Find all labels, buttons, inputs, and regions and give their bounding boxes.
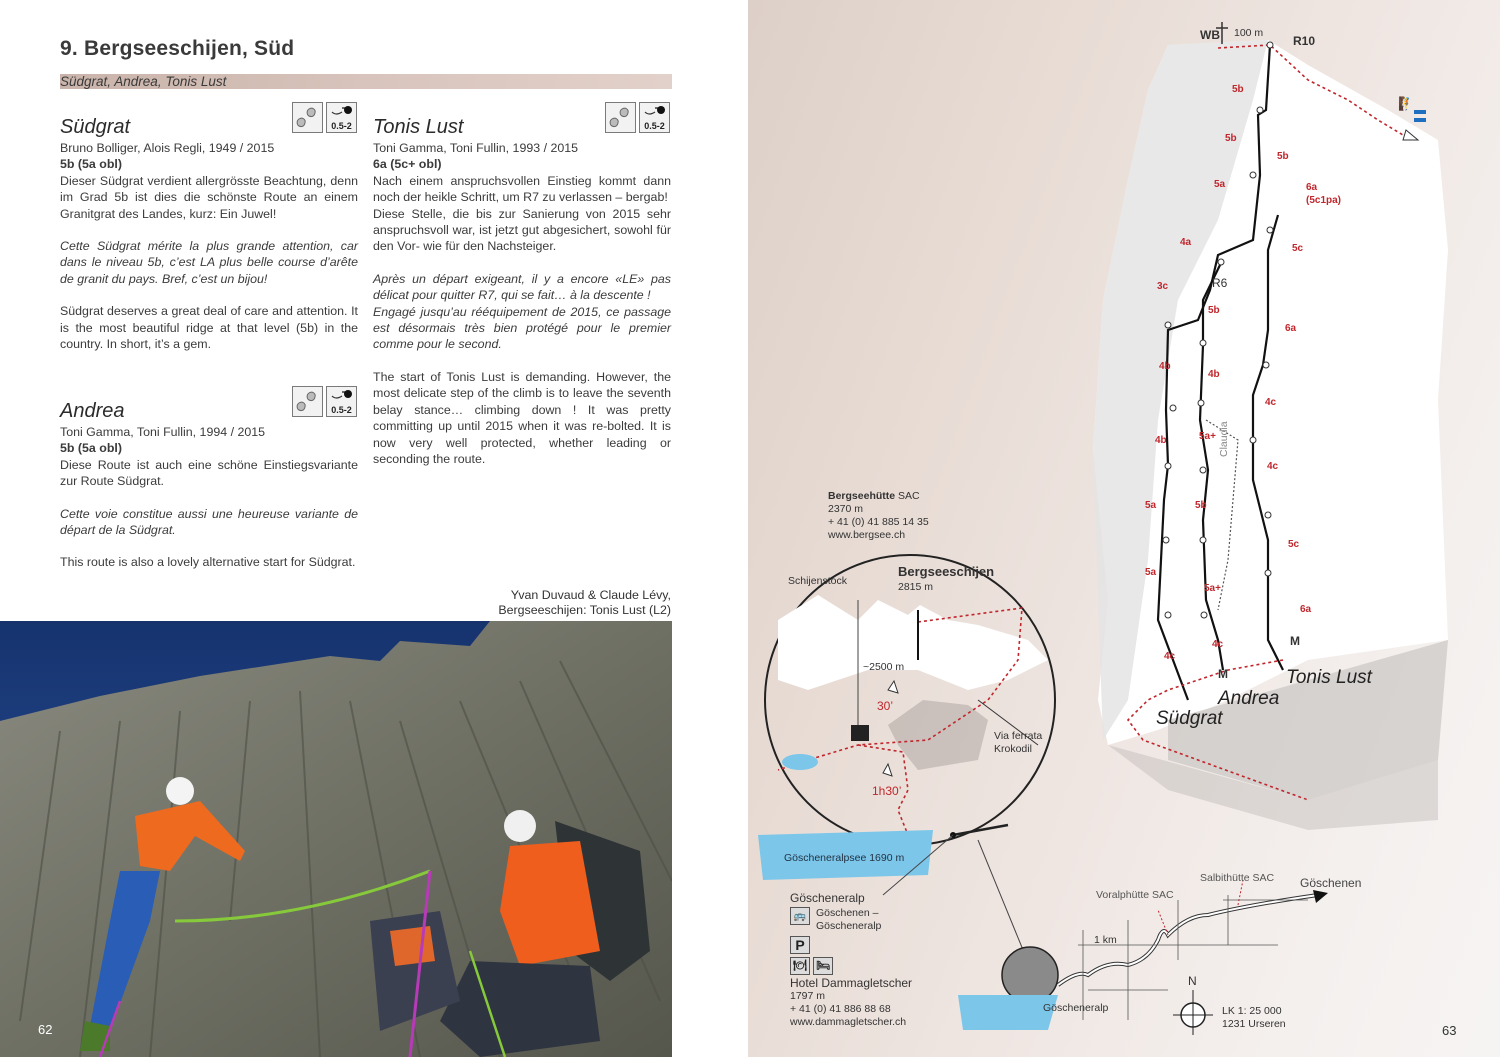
route-label-tonis-lust: Tonis Lust	[1286, 667, 1372, 688]
chapter-title: 9. Bergseeschijen, Süd	[60, 37, 295, 60]
tonis-lust-section	[373, 115, 671, 467]
salbit-label: Salbithütte SAC	[1200, 872, 1275, 884]
gear-rack-icon: 0.5-2	[326, 386, 357, 417]
page-number-right: 63	[1442, 1023, 1457, 1038]
route-label-andrea: Andrea	[1218, 688, 1280, 709]
climber-icon: 🧗	[1398, 96, 1415, 111]
via-ferrata-label: Via ferrata Krokodil	[994, 730, 1043, 755]
hut-info: Bergseehütte SAC 2370 m + 41 (0) 41 885 14 35 www.bergsee.ch	[828, 490, 929, 541]
page-number-left: 62	[38, 1022, 53, 1037]
peak-altitude: 2815 m	[898, 581, 934, 593]
text-de: Diese Route ist auch eine schöne Einstiegsvariante zur Route Südgrat.	[60, 457, 358, 489]
time-upper: 30’	[877, 699, 894, 713]
gear-rack-icon: 0.5-2	[639, 102, 670, 133]
summit-label: WB	[1200, 28, 1220, 42]
voralp-label: Voralphütte SAC	[1096, 889, 1174, 901]
start-marker-tonis: M	[1290, 634, 1300, 648]
lake-label: Göscheneralpsee 1690 m	[784, 852, 905, 864]
peak-left-label: Schijenstock	[788, 575, 847, 587]
route-authors: Bruno Bolliger, Alois Regli, 1949 / 2015	[60, 141, 275, 155]
height-label: 100 m	[1234, 27, 1264, 39]
route-name: Südgrat	[60, 116, 131, 138]
hut-icon	[851, 725, 869, 741]
route-name: Andrea	[60, 400, 125, 422]
goschenen-label: Göschenen	[1300, 876, 1362, 890]
map-sheet: LK 1: 25 000 1231 Urseren	[1222, 1005, 1286, 1030]
text-fr-1: Après un départ exigeant, il y a encore «LE» pas délicat pour quitter R7, qui se fait… à la descente !	[373, 271, 671, 303]
route-grade: 6a (5c+ obl)	[373, 157, 442, 172]
rappel-symbol-icon	[1414, 110, 1426, 114]
peak-name: Bergseeschijen	[898, 564, 995, 579]
text-en: Südgrat deserves a great deal of care and attention. It is the most beautiful ridge at that level (5b) in the country. In short, it’s a gem.	[60, 304, 358, 352]
route-authors: Toni Gamma, Toni Fullin, 1994 / 2015	[60, 425, 266, 439]
rock-face-illustration	[0, 621, 672, 1057]
belay-r6: R6	[1212, 276, 1228, 290]
north-label: N	[1188, 974, 1197, 988]
text-de-2: Diese Stelle, die bis zur Sanierung von 2015 sehr anspruchsvoll war, ist jetzt gut abgesichert, sowohl für den Vor- wie für den Nachsteiger.	[373, 206, 671, 254]
page-gutter	[672, 0, 748, 1057]
text-en: The start of Tonis Lust is demanding. However, the most delicate step of the climb is to leave the seventh belay stance… climbing down ! It was pretty committing up until 2015 when it was re-bolted. It is now very well protected, whether leading or seconding the route.	[373, 369, 671, 466]
andrea-section	[60, 399, 358, 571]
subtitle-band	[60, 74, 672, 89]
subtitle: Südgrat, Andrea, Tonis Lust	[60, 74, 227, 89]
bus-icon: 🚌	[790, 907, 810, 925]
time-lower: 1h30’	[872, 784, 902, 798]
goscheneralp-info: Göscheneralp 🚌 Göschenen – Göscheneralp P 🍽 🛏 Hotel Dammagletscher 1797 m + 41 (0) 41 886 88 68 www.dammagletscher.ch	[790, 891, 913, 1028]
belay-r10: R10	[1293, 34, 1316, 48]
gear-rack-icon: 0.5-2	[326, 102, 357, 133]
right-page: WB 100 m R10 R6 Claudia M M Südgrat Andrea Tonis Lust 5b 5b 5a 4a 3c 4b 4b 5a 5a 4c 5b 5b 4b 5a+ 5b 5a+ 4c 6a (5c1pa) 5c 6a 4c 4c 5c 6a 🧗 Bergseehütte SAC 2370 m + 41 (0) 41 885 14 35 www.bergsee.ch Schijenstock Bergseeschijen 2815 m ~2500 m 30’ 1h30’ Via ferrata Krokodil Göscheneralpsee 1690 m Göscheneralp 🚌 Göschenen – Göscheneralp P 🍽 🛏 Hotel Dammagletscher 1797 m + 41 (0) 41 886 88 68 www.dammagletscher.ch Voralphütte SAC Salbithütte SAC Göschenen 1 km Göscheneralp N LK 1: 25 000 1231 Urseren 63	[748, 0, 1500, 1057]
climbing-photo	[0, 621, 672, 1057]
route-name: Tonis Lust	[373, 116, 464, 138]
route-grade: 5b (5a obl)	[60, 157, 122, 172]
sudgrat-section	[60, 115, 358, 352]
route-authors: Toni Gamma, Toni Fullin, 1993 / 2015	[373, 141, 579, 155]
text-fr: Cette Südgrat mérite la plus grande attention, car dans le niveau 5b, c’est LA plus belle course d’arête de granit du pays. Bref, c’est un bijou!	[60, 239, 358, 286]
scale-label: 1 km	[1094, 934, 1117, 946]
start-marker-andrea: M	[1218, 667, 1228, 681]
base-altitude: ~2500 m	[863, 661, 905, 673]
text-fr: Cette voie constitue aussi une heureuse variante de départ de la Südgrat.	[60, 506, 358, 538]
photo-credit: Yvan Duvaud & Claude Lévy, Bergseeschijen: Tonis Lust (L2)	[498, 588, 671, 617]
claudia-label: Claudia	[1218, 421, 1230, 457]
route-label-sudgrat: Südgrat	[1156, 708, 1223, 729]
goscheneralp-small: Göscheneralp	[1043, 1002, 1109, 1014]
text-de-1: Nach einem anspruchsvollen Einstieg kommt dann noch der heikle Schritt, um R7 zu verlassen – bergab!	[373, 173, 671, 205]
route-grade: 5b (5a obl)	[60, 441, 122, 456]
bed-icon: 🛏	[813, 957, 833, 975]
text-de: Dieser Südgrat verdient allergrösste Beachtung, denn im Grad 5b ist dies die schönste Route an einem Granitgrat des Landes, kurz: Ein Juwel!	[60, 173, 358, 221]
text-en: This route is also a lovely alternative start for Südgrat.	[60, 555, 356, 570]
text-fr-2: Engagé jusqu’au rééquipement de 2015, ce passage est désormais très bien protégé pour le premier comme pour le second.	[373, 304, 671, 352]
restaurant-icon: 🍽	[790, 957, 810, 975]
parking-icon: P	[790, 936, 810, 954]
left-page	[0, 0, 672, 1057]
